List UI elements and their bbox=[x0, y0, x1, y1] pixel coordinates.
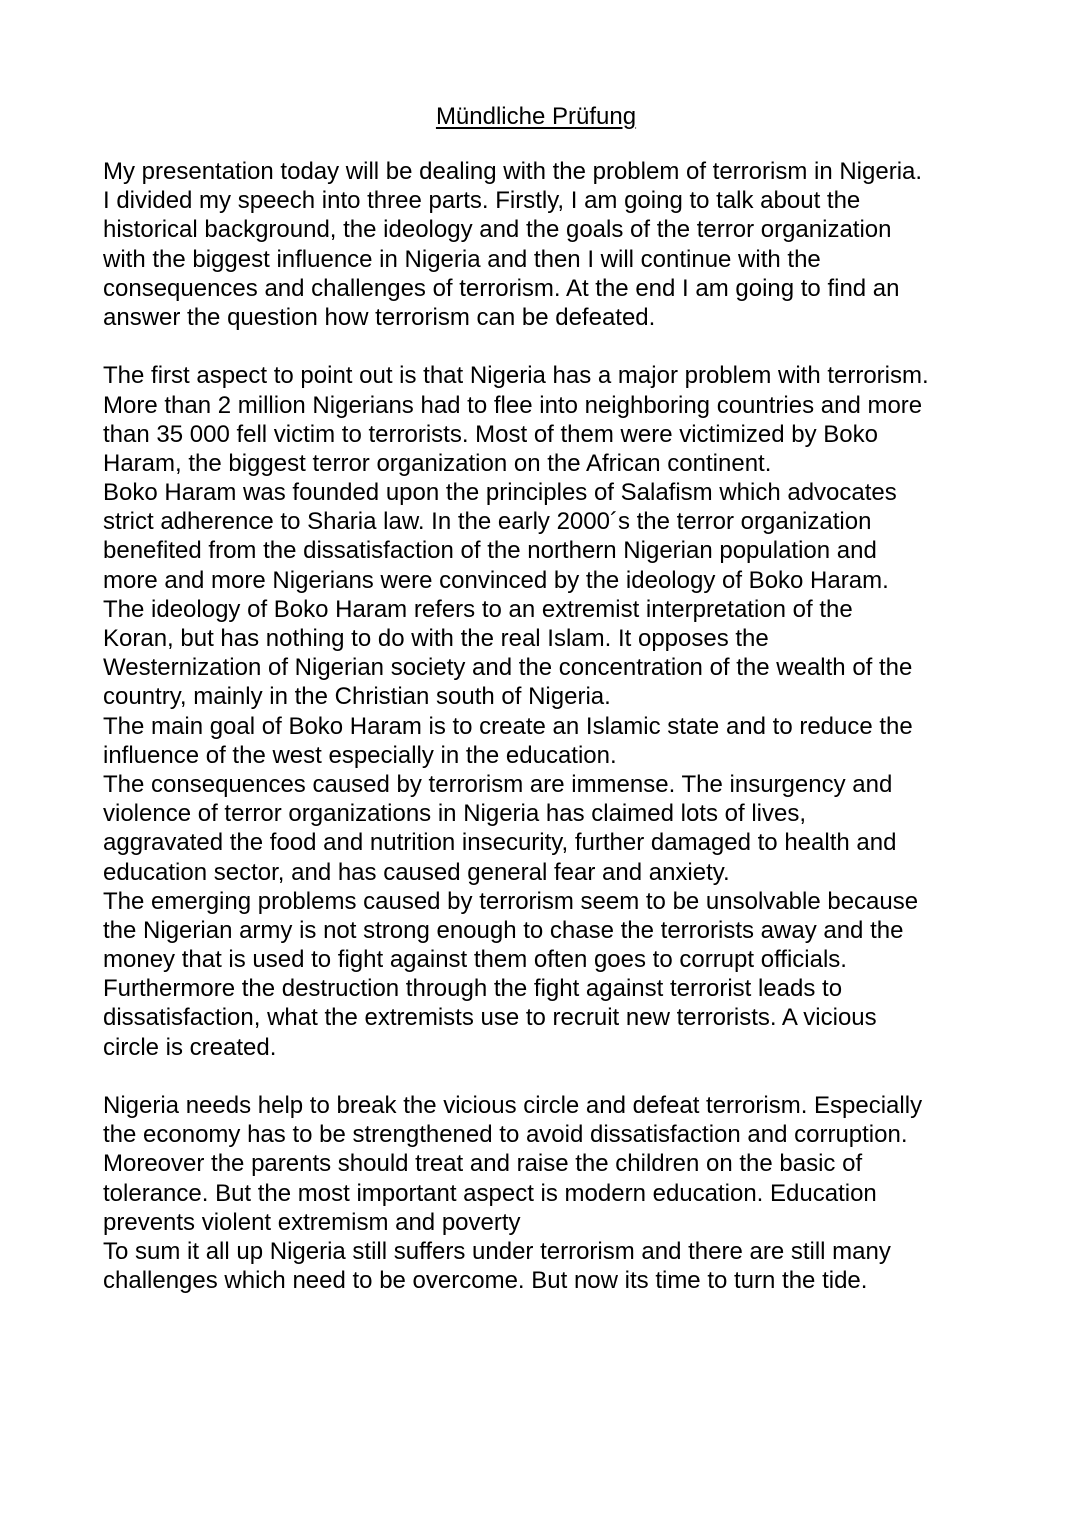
paragraph-gap bbox=[103, 1062, 1003, 1091]
text-line: Koran, but has nothing to do with the real Islam. It opposes the bbox=[103, 625, 769, 652]
text-line: The consequences caused by terrorism are immense. The insurgency and bbox=[103, 770, 893, 798]
document-body bbox=[103, 157, 1003, 1295]
text-line: country, mainly in the Christian south of Nigeria. bbox=[103, 683, 611, 711]
text-line: The ideology of Boko Haram refers to an extremist interpretation of the bbox=[103, 595, 853, 623]
text-line: Westernization of Nigerian society and the concentration of the wealth of the bbox=[103, 654, 913, 682]
text-line: dissatisfaction, what the extremists use to recruit new terrorists. A vicious bbox=[103, 1004, 877, 1032]
text-line: violence of terror organizations in Nigeria has claimed lots of lives, bbox=[103, 800, 806, 828]
text-line: Boko Haram was founded upon the principles of Salafism which advocates bbox=[103, 479, 897, 507]
document-title-text: Mündliche Prüfung bbox=[435, 103, 637, 130]
text-line: historical background, the ideology and the goals of the terror organization bbox=[103, 216, 892, 244]
document-title bbox=[0, 102, 1080, 132]
text-line: consequences and challenges of terrorism. At the end I am going to find an bbox=[103, 274, 900, 302]
text-line: challenges which need to be overcome. But now its time to turn the tide. bbox=[103, 1267, 868, 1295]
text-line: strict adherence to Sharia law. In the early 2000´s the terror organization bbox=[103, 508, 872, 536]
text-line: Moreover the parents should treat and raise the children on the basic of bbox=[103, 1150, 863, 1178]
text-line: the Nigerian army is not strong enough to chase the terrorists away and the bbox=[103, 916, 904, 944]
text-line: aggravated the food and nutrition insecurity, further damaged to health and bbox=[103, 829, 897, 857]
text-line: than 35 000 fell victim to terrorists. Most of them were victimized by Boko bbox=[103, 420, 878, 448]
text-line: I divided my speech into three parts. Firstly, I am going to talk about the bbox=[103, 187, 861, 215]
text-line: More than 2 million Nigerians had to flee into neighboring countries and more bbox=[103, 391, 923, 419]
text-line: Nigeria needs help to break the vicious circle and defeat terrorism. Especially bbox=[103, 1092, 923, 1119]
text-line: Furthermore the destruction through the fight against terrorist leads to bbox=[103, 975, 843, 1003]
text-line: tolerance. But the most important aspect is modern education. Education bbox=[103, 1179, 877, 1207]
text-line: To sum it all up Nigeria still suffers under terrorism and there are still many bbox=[103, 1237, 891, 1265]
paragraph-1 bbox=[103, 157, 1003, 332]
text-line: The first aspect to point out is that Nigeria has a major problem with terrorism. bbox=[103, 362, 929, 390]
text-line: influence of the west especially in the education. bbox=[103, 741, 617, 769]
text-line: education sector, and has caused general fear and anxiety. bbox=[103, 858, 730, 886]
text-line: prevents violent extremism and poverty bbox=[103, 1208, 521, 1236]
text-line: with the biggest influence in Nigeria and then I will continue with the bbox=[103, 245, 821, 273]
text-line: My presentation today will be dealing with the problem of terrorism in Nigeria. bbox=[103, 158, 923, 185]
paragraph-2 bbox=[103, 361, 1003, 1062]
text-line: The emerging problems caused by terrorism seem to be unsolvable because bbox=[103, 887, 919, 915]
text-line: the economy has to be strengthened to avoid dissatisfaction and corruption. bbox=[103, 1121, 908, 1149]
text-line: benefited from the dissatisfaction of the northern Nigerian population and bbox=[103, 537, 877, 565]
paragraph-3 bbox=[103, 1091, 1003, 1295]
text-line: money that is used to fight against them often goes to corrupt officials. bbox=[103, 946, 847, 974]
text-line: The main goal of Boko Haram is to create an Islamic state and to reduce the bbox=[103, 712, 913, 740]
text-line: circle is created. bbox=[103, 1033, 277, 1061]
paragraph-gap bbox=[103, 332, 1003, 361]
text-line: Haram, the biggest terror organization on the African continent. bbox=[103, 449, 772, 477]
text-line: more and more Nigerians were convinced by the ideology of Boko Haram. bbox=[103, 566, 889, 594]
text-line: answer the question how terrorism can be defeated. bbox=[103, 303, 656, 331]
